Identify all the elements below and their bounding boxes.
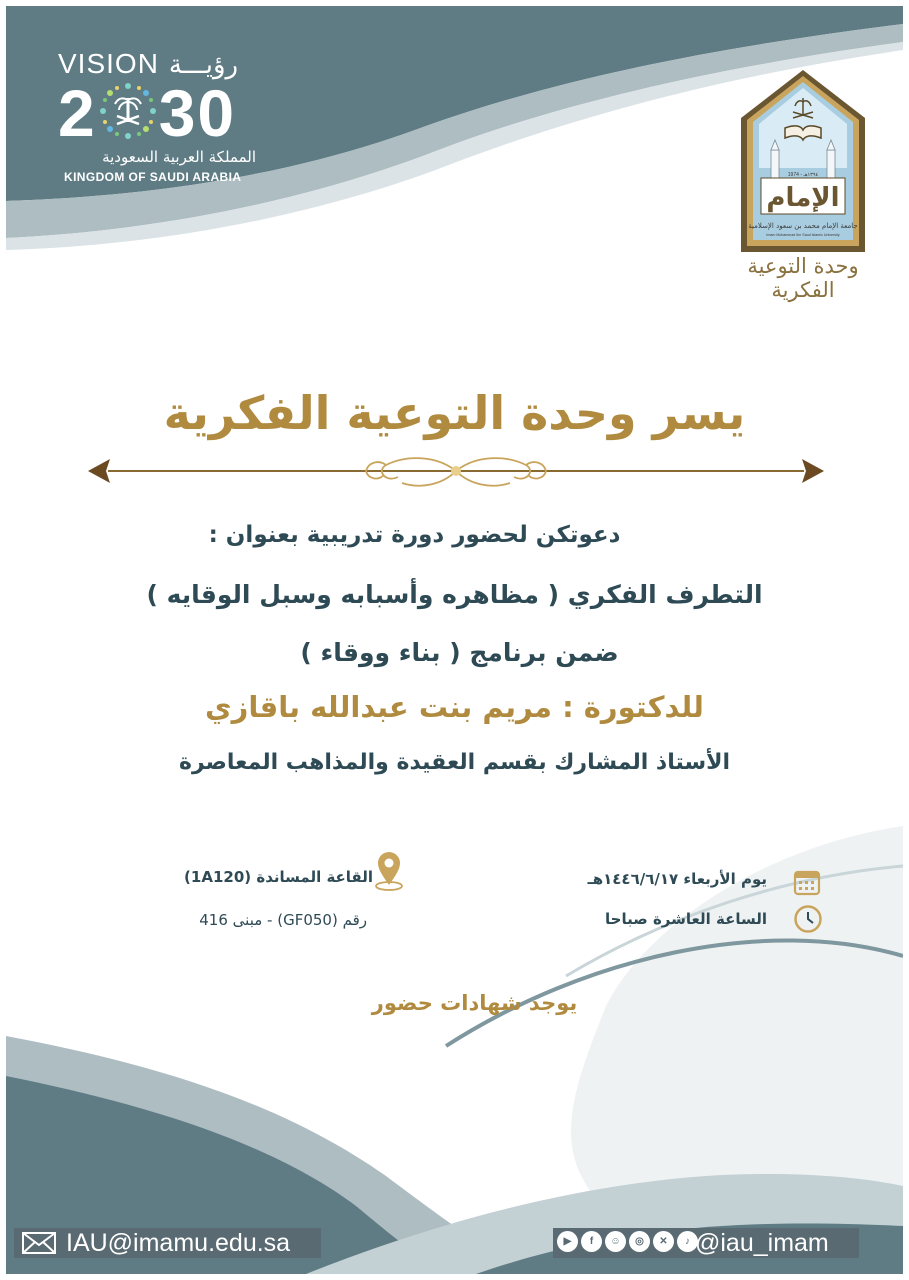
vision-kingdom-en: KINGDOM OF SAUDI ARABIA: [64, 170, 242, 184]
uni-logo-en: Imam Mohammad Ibn Saud Islamic University: [766, 233, 840, 237]
twitter-icon[interactable]: ✕: [653, 1231, 674, 1252]
social-handle[interactable]: @iau_imam: [695, 1229, 829, 1257]
social-contact[interactable]: [553, 1228, 859, 1258]
presenter-role: الأستاذ المشارك بقسم العقيدة والمذاهب المعاصرة: [178, 750, 731, 775]
event-hall: القاعة المساندة (1A120): [184, 868, 373, 886]
calendar-icon: [793, 868, 821, 896]
uni-logo-text: الإمام: [766, 183, 840, 213]
email-contact[interactable]: [14, 1228, 321, 1258]
program-name: ضمن برنامج ( بناء ووقاء ): [300, 638, 619, 667]
vision-2030-logo: [54, 44, 274, 194]
unit-signature: وحدة التوعية الفكرية: [747, 254, 859, 302]
location-pin-icon: [374, 851, 404, 891]
vision-year-right: 30: [158, 76, 237, 150]
presenter-name: للدكتورة : مريم بنت عبدالله باقازي: [205, 690, 704, 724]
course-title: التطرف الفكري ( مظاهره وأسبابه وسبل الوقايه ): [146, 580, 763, 609]
tiktok-icon[interactable]: ♪: [677, 1231, 698, 1252]
bottom-wave-decoration: [6, 806, 903, 1274]
mail-icon: [22, 1232, 56, 1254]
invitation-poster: [6, 6, 903, 1274]
vision-year: [58, 76, 237, 150]
university-logo: [739, 68, 867, 254]
uni-founded-text: 1974 - ١٣٩٤هـ: [787, 172, 819, 178]
event-room: رقم (GF050) - مبنى 416: [199, 911, 367, 929]
facebook-icon[interactable]: f: [581, 1231, 602, 1252]
instagram-icon[interactable]: ◎: [629, 1231, 650, 1252]
vision-title-ar: رؤيـــة: [168, 50, 239, 80]
snapchat-icon[interactable]: ☺: [605, 1231, 626, 1252]
event-time: الساعة العاشرة صباحا: [605, 910, 767, 928]
ornament-divider: [86, 449, 826, 499]
invitation-intro: دعوتكن لحضور دورة تدريبية بعنوان :: [208, 522, 621, 548]
headline: يسر وحدة التوعية الفكرية: [163, 386, 746, 440]
youtube-icon[interactable]: ▶: [557, 1231, 578, 1252]
email-address[interactable]: IAU@imamu.edu.sa: [66, 1229, 291, 1257]
event-date: يوم الأربعاء ١٤٤٦/٦/١٧هـ: [587, 870, 767, 888]
social-icons: [557, 1231, 701, 1255]
uni-logo-subtext: جامعة الإمام محمد بن سعود الإسلامية: [748, 222, 858, 230]
vision-year-left: 2: [58, 76, 97, 150]
clock-icon: [793, 904, 823, 934]
palm-swords-emblem-icon: [99, 82, 157, 140]
vision-title-en: VISION: [58, 48, 159, 79]
vision-kingdom-ar: المملكة العربية السعودية: [102, 148, 256, 166]
certificates-note: يوجد شهادات حضور: [371, 991, 578, 1015]
